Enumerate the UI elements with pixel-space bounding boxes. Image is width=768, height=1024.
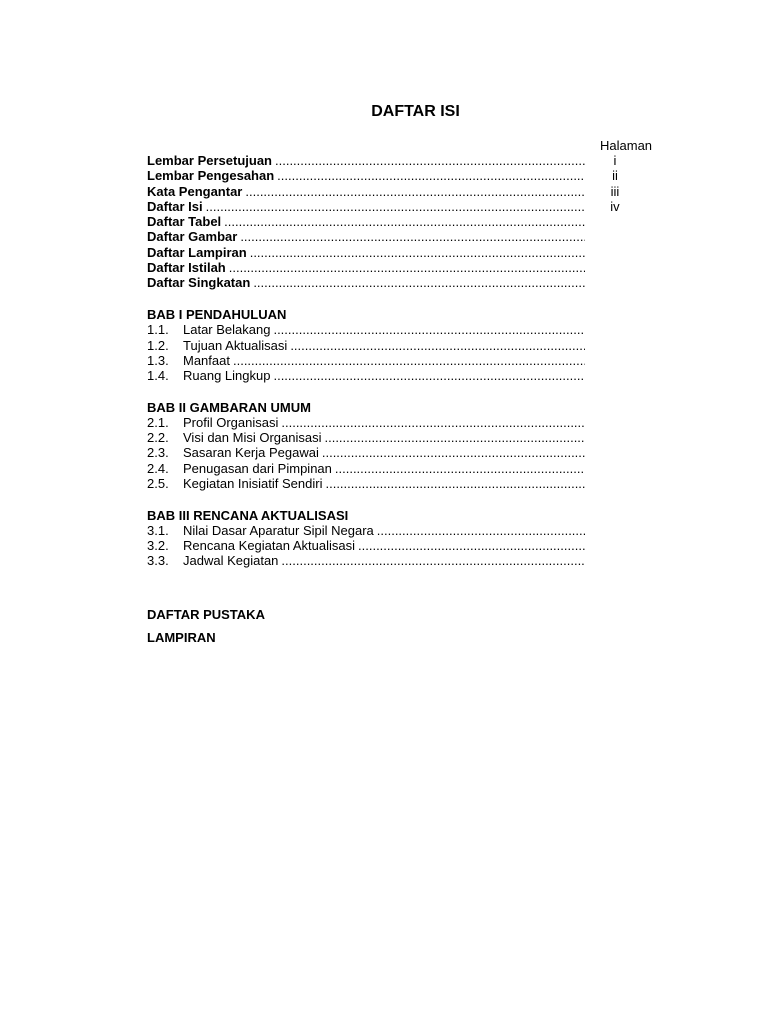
lampiran-heading: LAMPIRAN	[147, 630, 216, 645]
toc-entry: 1.3. Manfaat .....	[147, 353, 585, 368]
toc-entry: 2.4. Penugasan dari Pimpinan .....	[147, 461, 585, 476]
toc-entry: 2.1. Profil Organisasi .....	[147, 415, 585, 430]
page-number: i	[613, 153, 617, 168]
chapter-3-list	[147, 523, 585, 569]
chapter-heading: BAB II GAMBARAN UMUM	[147, 399, 311, 415]
chapter-2-list	[147, 415, 585, 491]
toc-entry: Lembar Pengesahan .....	[147, 168, 585, 183]
toc-entry: Daftar Singkatan .....	[147, 275, 585, 290]
daftar-pustaka-heading: DAFTAR PUSTAKA	[147, 607, 265, 622]
page-number: ii	[612, 168, 618, 184]
toc-entry: 3.1. Nilai Dasar Aparatur Sipil Negara .....	[147, 523, 585, 538]
page-number: iv	[610, 198, 620, 214]
toc-entry: 3.3. Jadwal Kegiatan .....	[147, 553, 585, 568]
toc-entry: 2.5. Kegiatan Inisiatif Sendiri .....	[147, 476, 585, 491]
halaman-label: Halaman	[600, 138, 653, 153]
toc-entry: Daftar Istilah .....	[147, 260, 585, 275]
toc-entry: Daftar Tabel .....	[147, 214, 585, 229]
front-matter-list	[147, 153, 585, 291]
chapter-1-list	[147, 322, 585, 383]
page-number: iii	[610, 183, 620, 199]
toc-entry: 1.2. Tujuan Aktualisasi .....	[147, 338, 585, 353]
toc-entry: 1.1. Latar Belakang .....	[147, 322, 585, 337]
chapter-heading: BAB I PENDAHULUAN	[147, 307, 287, 322]
toc-entry: Lembar Persetujuan .....	[147, 153, 585, 168]
toc-entry: 3.2. Rencana Kegiatan Aktualisasi .....	[147, 538, 585, 553]
toc-entry: 2.2. Visi dan Misi Organisasi .....	[147, 430, 585, 445]
page-title: DAFTAR ISI	[371, 103, 460, 120]
toc-entry: Daftar Gambar .....	[147, 229, 585, 244]
chapter-heading: BAB III RENCANA AKTUALISASI	[147, 507, 349, 523]
toc-entry: Daftar Lampiran .....	[147, 245, 585, 260]
toc-entry: 2.3. Sasaran Kerja Pegawai .....	[147, 445, 585, 460]
toc-entry: Kata Pengantar .....	[147, 184, 585, 199]
toc-entry: Daftar Isi .....	[147, 199, 585, 214]
toc-entry: 1.4. Ruang Lingkup .....	[147, 368, 585, 383]
